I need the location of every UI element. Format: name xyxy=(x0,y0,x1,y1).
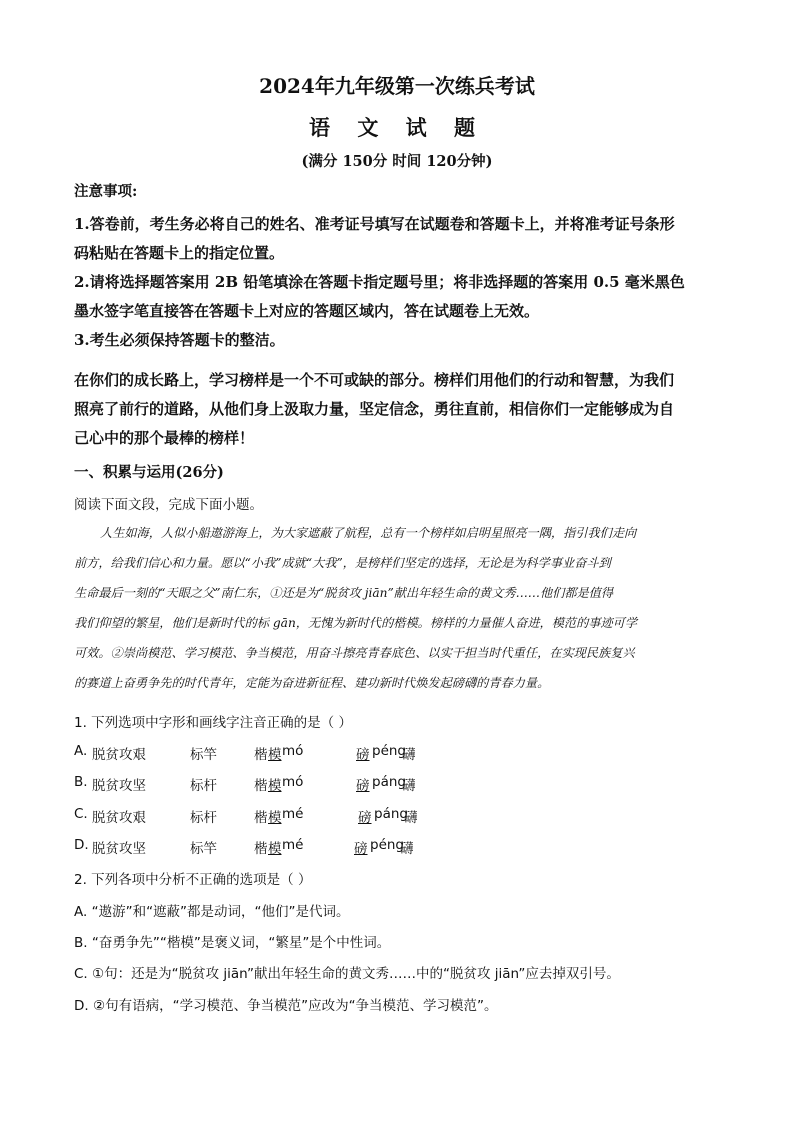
q2-option-b[interactable]: B. “奋勇争先”“楷模”是褒义词，“繁星”是个中性词。 xyxy=(74,935,391,951)
question-2-stem: 2. 下列各项中分析不正确的选项是（ ） xyxy=(74,872,312,888)
underlined-char: 模 xyxy=(268,778,282,794)
notes-heading: 注意事项: xyxy=(74,183,138,200)
q2-option-d[interactable]: D. ②句有语病，“学习模范、争当模范”应改为“争当模范、学习模范”。 xyxy=(74,998,498,1014)
encourage-line: 己心中的那个最棒的榜样！ xyxy=(74,429,255,447)
note-line: 2.请将选择题答案用 2B 铅笔填涂在答题卡指定题号里；将非选择题的答案用 0.5 毫米黑色 xyxy=(74,273,685,291)
note-line: 1.答卷前，考生务必将自己的姓名、准考证号填写在试题卷和答题卡上，并将准考证号条形 xyxy=(74,215,675,233)
option-word-part: 楷 xyxy=(254,841,268,857)
note-line: 墨水签字笔直接答在答题卡上对应的答题区域内，答在试题卷上无效。 xyxy=(74,302,540,320)
passage-line: 我们仰望的繁星，他们是新时代的标 gān，无愧为新时代的楷模。榜样的力量催人奋进，模范的事迹可学 xyxy=(74,616,638,630)
underlined-char: 磅 xyxy=(356,778,370,794)
pinyin: páng xyxy=(372,774,406,790)
passage-line: 可效。②崇尚模范、学习模范、争当模范，用奋斗擦亮青春底色、以实干担当时代重任，在实现民族复兴 xyxy=(74,646,635,660)
option-word-part: 楷 xyxy=(254,747,268,763)
encourage-line: 照亮了前行的道路，从他们身上汲取力量，坚定信念，勇往直前，相信你们一定能够成为自 xyxy=(74,400,675,418)
q2-option-a[interactable]: A. “遨游”和“遮蔽”都是动词，“他们”是代词。 xyxy=(74,904,350,920)
pinyin: mé xyxy=(282,806,304,822)
option-word-part: 礴 xyxy=(402,778,416,794)
pinyin: mó xyxy=(282,774,304,790)
option-word-part: 礴 xyxy=(402,747,416,763)
underlined-char: 磅 xyxy=(358,810,372,826)
option-word: 标杆 xyxy=(190,810,217,826)
question-1-stem: 1. 下列选项中字形和画线字注音正确的是（ ） xyxy=(74,715,352,731)
underlined-char: 模 xyxy=(268,841,282,857)
option-letter: A. xyxy=(74,743,88,759)
option-letter: C. xyxy=(74,806,88,822)
option-word: 标竿 xyxy=(190,747,217,763)
underlined-char: 磅 xyxy=(356,747,370,763)
passage-line: 的赛道上奋勇争先的时代青年，定能为奋进新征程、建功新时代焕发起磅礴的青春力量。 xyxy=(74,676,550,690)
passage-line: 生命最后一刻的“天眼之父”南仁东，①还是为“脱贫攻 jiān”献出年轻生命的黄文秀……他们都是值得 xyxy=(74,586,614,600)
option-word-part: 礴 xyxy=(404,810,418,826)
option-word: 脱贫攻艰 xyxy=(92,747,146,763)
underlined-char: 磅 xyxy=(354,841,368,857)
pinyin: mó xyxy=(282,743,304,759)
option-word: 标竿 xyxy=(190,841,217,857)
reading-passage xyxy=(74,518,724,698)
section-instruction: 阅读下面文段，完成下面小题。 xyxy=(74,497,263,513)
exam-title: 2024年九年级第一次练兵考试 xyxy=(259,74,535,98)
passage-line: 前方，给我们信心和力量。愿以“小我”成就“大我”，是榜样们坚定的选择，无论是为科学事业奋斗到 xyxy=(74,556,611,570)
option-letter: B. xyxy=(74,774,88,790)
option-word: 脱贫攻艰 xyxy=(92,810,146,826)
underlined-char: 模 xyxy=(268,810,282,826)
note-line: 3.考生必须保持答题卡的整洁。 xyxy=(74,331,285,349)
notes-list xyxy=(74,210,724,355)
encourage-line: 在你们的成长路上，学习榜样是一个不可或缺的部分。榜样们用他们的行动和智慧，为我们 xyxy=(74,371,675,389)
option-word: 标杆 xyxy=(190,778,217,794)
option-word-part: 礴 xyxy=(400,841,414,857)
option-letter: D. xyxy=(74,837,89,853)
section-heading: 一、积累与运用(26分) xyxy=(74,464,224,481)
q2-option-c[interactable]: C. ①句：还是为“脱贫攻 jiān”献出年轻生命的黄文秀……中的“脱贫攻 jiān”应去掉双引号。 xyxy=(74,966,620,982)
encouragement xyxy=(74,366,724,453)
pinyin: péng xyxy=(372,743,407,759)
subject-title: 语 文 试 题 xyxy=(309,115,485,140)
pinyin: páng xyxy=(374,806,408,822)
exam-meta: (满分 150分 时间 120分钟) xyxy=(301,153,493,170)
option-word-part: 楷 xyxy=(254,778,268,794)
option-word: 脱贫攻坚 xyxy=(92,841,146,857)
option-word: 脱贫攻坚 xyxy=(92,778,146,794)
passage-line: 人生如海，人似小船遨游海上，为大家遮蔽了航程，总有一个榜样如启明星照亮一隅，指引我们走向 xyxy=(100,526,637,540)
note-line: 码粘贴在答题卡上的指定位置。 xyxy=(74,244,285,262)
pinyin: péng xyxy=(370,837,405,853)
underlined-char: 模 xyxy=(268,747,282,763)
option-word-part: 楷 xyxy=(254,810,268,826)
pinyin: mé xyxy=(282,837,304,853)
